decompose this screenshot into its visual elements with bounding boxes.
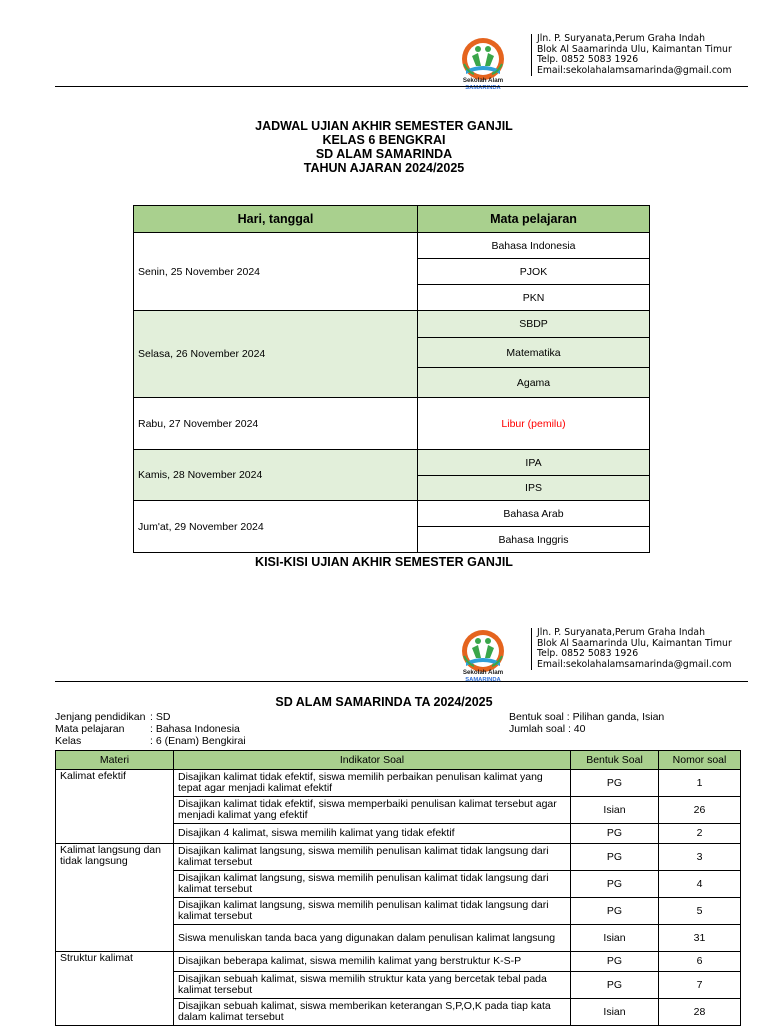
bentuk-cell: Isian (571, 925, 659, 952)
subject-cell: IPS (418, 476, 650, 501)
bentuk-cell: PG (571, 770, 659, 797)
subject-cell: PJOK (418, 259, 650, 285)
header-hari: Hari, tanggal (134, 206, 418, 233)
subject-cell: SBDP (418, 311, 650, 338)
nomor-cell: 2 (659, 824, 741, 844)
materi-cell: Struktur kalimat (56, 952, 174, 1026)
indikator-cell: Disajikan kalimat langsung, siswa memilih penulisan kalimat tidak langsung dari kalimat tersebut (174, 871, 571, 898)
subject-cell: IPA (418, 450, 650, 476)
info-value: : 6 (Enam) Bengkirai (150, 735, 246, 747)
day-cell: Jum'at, 29 November 2024 (134, 501, 418, 553)
subject-cell: Bahasa Arab (418, 501, 650, 527)
subject-cell: Libur (pemilu) (418, 398, 650, 450)
info-value: : SD (150, 711, 171, 723)
info-row (55, 711, 246, 723)
bentuk-cell: PG (571, 898, 659, 925)
day-cell: Selasa, 26 November 2024 (134, 311, 418, 398)
table-row (134, 398, 650, 450)
header-indikator: Indikator Soal (174, 751, 571, 770)
bentuk-cell: PG (571, 844, 659, 871)
kisi-info-right (509, 711, 664, 735)
subject-cell: Bahasa Inggris (418, 527, 650, 553)
nomor-cell: 5 (659, 898, 741, 925)
day-cell: Kamis, 28 November 2024 (134, 450, 418, 501)
day-cell: Rabu, 27 November 2024 (134, 398, 418, 450)
info-jumlah: Jumlah soal : 40 (509, 723, 586, 735)
indikator-cell: Disajikan sebuah kalimat, siswa memberikan keterangan S,P,O,K pada tiap kata dalam kalimat tersebut (174, 999, 571, 1026)
table-row (56, 770, 741, 797)
kisi-header-row (56, 751, 741, 770)
bentuk-cell: Isian (571, 797, 659, 824)
nomor-cell: 3 (659, 844, 741, 871)
indikator-cell: Disajikan kalimat langsung, siswa memilih penulisan kalimat tidak langsung dari kalimat tersebut (174, 844, 571, 871)
schedule-title: JADWAL UJIAN AKHIR SEMESTER GANJIL KELAS 6 BENGKRAI SD ALAM SAMARINDA TAHUN AJARAN 2024/2025 (255, 119, 513, 175)
kisi-info-left (55, 711, 246, 747)
svg-text:Sekolah Alam: Sekolah Alam (462, 669, 504, 676)
info-bentuk: Bentuk soal : Pilihan ganda, Isian (509, 711, 665, 723)
nomor-cell: 4 (659, 871, 741, 898)
subject-cell: Bahasa Indonesia (418, 233, 650, 259)
letterhead-divider (55, 681, 748, 682)
kisi-heading: KISI-KISI UJIAN AKHIR SEMESTER GANJIL (255, 555, 513, 569)
info-row (55, 723, 246, 735)
indikator-cell: Disajikan kalimat tidak efektif, siswa memperbaiki penulisan kalimat tersebut agar menjadi kalimat yang efektif (174, 797, 571, 824)
letterhead-divider (55, 86, 748, 87)
header-nomor: Nomor soal (659, 751, 741, 770)
header-mapel: Mata pelajaran (418, 206, 650, 233)
nomor-cell: 28 (659, 999, 741, 1026)
materi-cell: Kalimat efektif (56, 770, 174, 844)
indikator-cell: Siswa menuliskan tanda baca yang digunakan dalam penulisan kalimat langsung (174, 925, 571, 952)
header-materi: Materi (56, 751, 174, 770)
bentuk-cell: Isian (571, 999, 659, 1026)
info-label: Mata pelajaran (55, 723, 125, 735)
nomor-cell: 6 (659, 952, 741, 972)
header-bentuk: Bentuk Soal (571, 751, 659, 770)
school-logo (454, 626, 512, 684)
table-row (134, 233, 650, 259)
table-row (56, 844, 741, 871)
subject-cell: PKN (418, 285, 650, 311)
table-row (134, 501, 650, 527)
school-logo (454, 34, 512, 92)
kisi-table (55, 750, 741, 1026)
indikator-cell: Disajikan beberapa kalimat, siswa memilih kalimat yang berstruktur K-S-P (174, 952, 571, 972)
kisi-title: SD ALAM SAMARINDA TA 2024/2025 (275, 695, 493, 709)
schedule-header-row (134, 206, 650, 233)
bentuk-cell: PG (571, 871, 659, 898)
indikator-cell: Disajikan kalimat langsung, siswa memilih penulisan kalimat tidak langsung dari kalimat tersebut (174, 898, 571, 925)
school-address: Jln. P. Suryanata,Perum Graha Indah Blok Al Saamarinda Ulu, Kaimantan Timur Telp. 0852 5083 1926 Email:sekolahalamsamarinda@gmail.com (531, 34, 767, 76)
nomor-cell: 31 (659, 925, 741, 952)
nomor-cell: 26 (659, 797, 741, 824)
info-label: Kelas (55, 735, 82, 747)
school-address: Jln. P. Suryanata,Perum Graha Indah Blok Al Saamarinda Ulu, Kaimantan Timur Telp. 0852 5083 1926 Email:sekolahalamsamarinda@gmail.com (531, 628, 767, 670)
bentuk-cell: PG (571, 952, 659, 972)
info-value: : Bahasa Indonesia (150, 723, 240, 735)
svg-text:SAMARINDA: SAMARINDA (465, 85, 501, 91)
subject-cell: Agama (418, 368, 650, 398)
info-row (55, 735, 246, 747)
materi-cell: Kalimat langsung dan tidak langsung (56, 844, 174, 952)
table-row (134, 311, 650, 338)
table-row (56, 952, 741, 972)
indikator-cell: Disajikan sebuah kalimat, siswa memilih struktur kata yang bercetak tebal pada kalimat tersebut (174, 972, 571, 999)
nomor-cell: 1 (659, 770, 741, 797)
indikator-cell: Disajikan kalimat tidak efektif, siswa memilih perbaikan penulisan kalimat yang tepat agar menjadi kalimat efektif (174, 770, 571, 797)
schedule-table (133, 205, 650, 553)
subject-cell: Matematika (418, 338, 650, 368)
indikator-cell: Disajikan 4 kalimat, siswa memilih kalimat yang tidak efektif (174, 824, 571, 844)
info-label: Jenjang pendidikan (55, 711, 146, 723)
bentuk-cell: PG (571, 972, 659, 999)
svg-text:SAMARINDA: SAMARINDA (465, 677, 501, 683)
day-cell: Senin, 25 November 2024 (134, 233, 418, 311)
bentuk-cell: PG (571, 824, 659, 844)
nomor-cell: 7 (659, 972, 741, 999)
table-row (134, 450, 650, 476)
svg-text:Sekolah Alam: Sekolah Alam (462, 77, 504, 84)
